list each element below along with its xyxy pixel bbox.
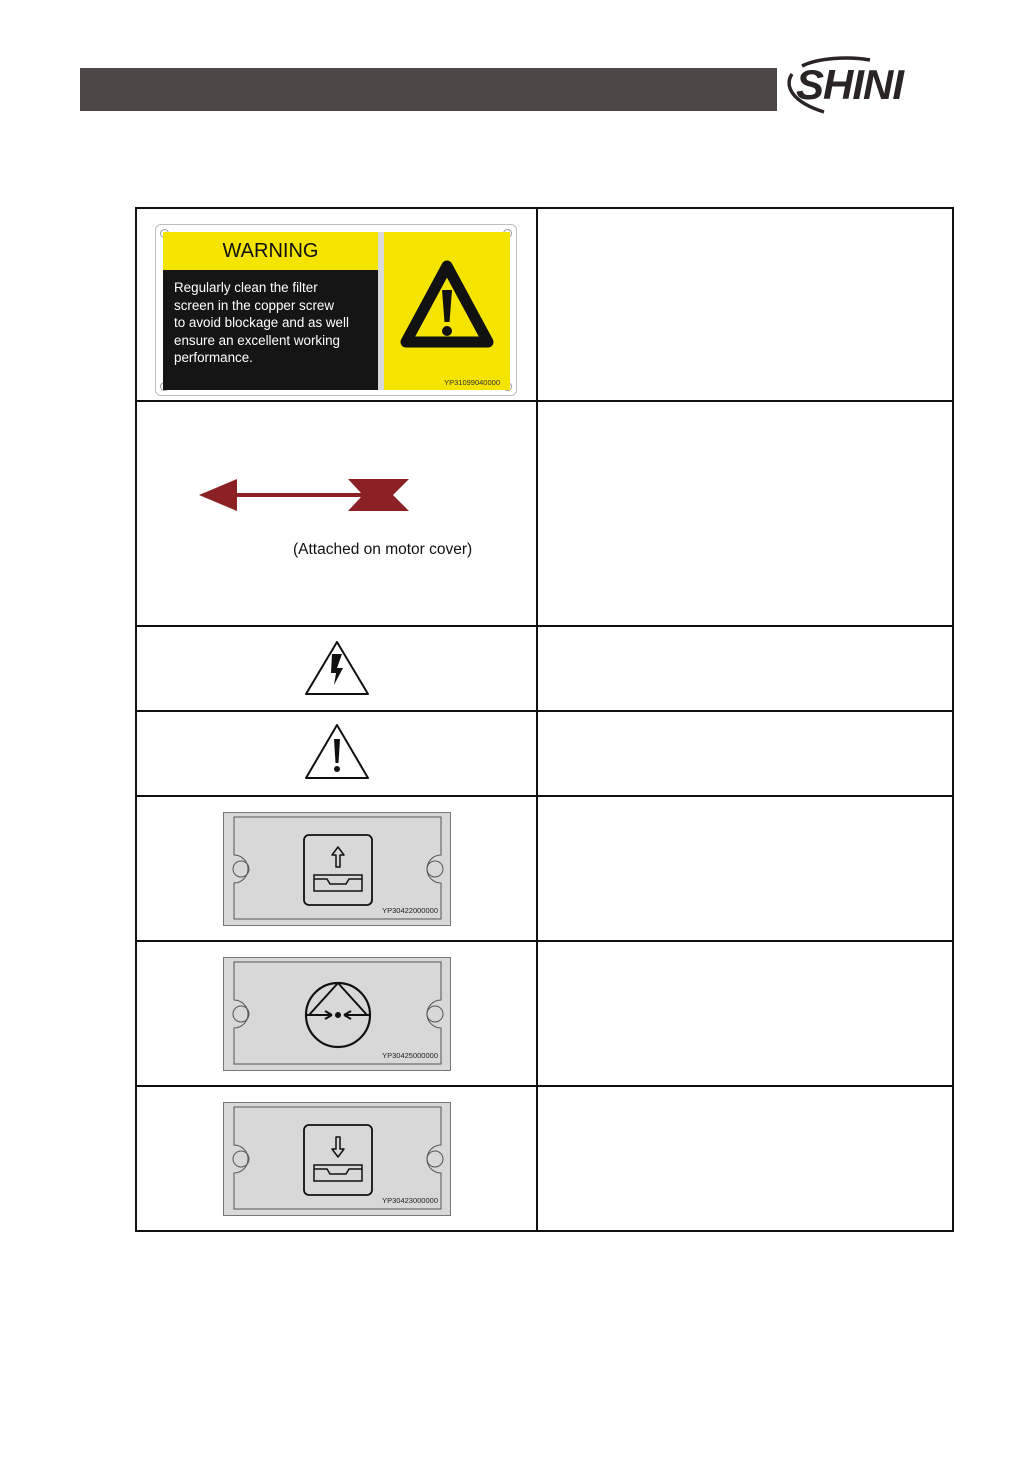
warning-line: to avoid blockage and as well	[174, 315, 349, 331]
warning-heading: WARNING	[163, 232, 378, 270]
decal-code: YP31099040000	[444, 378, 500, 387]
svg-text:SHINI: SHINI	[796, 61, 904, 108]
description-cell	[537, 711, 953, 796]
warning-line: Regularly clean the filter	[174, 280, 318, 295]
sign-plate	[223, 812, 451, 926]
material-download-icon	[304, 1125, 372, 1195]
sign-plate	[223, 957, 451, 1071]
safety-sign-table	[135, 207, 954, 1232]
warning-decal	[155, 224, 517, 396]
direction-arrow-icon	[137, 402, 538, 627]
plate-code: YP30423000000	[382, 1196, 438, 1205]
sign-cell-pressure-plate	[136, 941, 537, 1086]
warning-triangle-icon	[384, 232, 510, 390]
sign-plate	[223, 1102, 451, 1216]
table-row	[136, 796, 953, 941]
pressure-icon	[306, 983, 370, 1047]
sign-cell-warning-decal	[136, 208, 537, 401]
electric-hazard-icon	[137, 627, 538, 712]
shini-logo	[778, 52, 950, 118]
warning-line: performance.	[174, 350, 253, 366]
material-upload-icon	[304, 835, 372, 905]
table-row	[136, 208, 953, 401]
header-bar	[80, 68, 777, 111]
description-cell	[537, 796, 953, 941]
warning-line: screen in the copper screw	[174, 297, 335, 313]
warning-message	[163, 270, 378, 367]
sign-cell-upload-plate	[136, 796, 537, 941]
sign-cell-download-plate	[136, 1086, 537, 1231]
description-cell	[537, 941, 953, 1086]
table-row	[136, 401, 953, 626]
sign-cell-electric-hazard	[136, 626, 537, 711]
table-row	[136, 941, 953, 1086]
exclamation-warning-icon	[137, 712, 538, 797]
warning-symbol-panel	[384, 232, 510, 390]
plate-code: YP30425000000	[382, 1051, 438, 1060]
description-cell	[537, 401, 953, 626]
table-row	[136, 711, 953, 796]
description-cell	[537, 1086, 953, 1231]
table-row	[136, 1086, 953, 1231]
arrow-caption: (Attached on motor cover)	[293, 541, 473, 558]
plate-code: YP30422000000	[382, 906, 438, 915]
warning-text-panel	[163, 232, 378, 390]
warning-line: ensure an excellent working	[174, 332, 340, 348]
sign-cell-general-warning	[136, 711, 537, 796]
table-row	[136, 626, 953, 711]
description-cell	[537, 626, 953, 711]
sign-cell-direction-arrow	[136, 401, 537, 626]
description-cell	[537, 208, 953, 401]
